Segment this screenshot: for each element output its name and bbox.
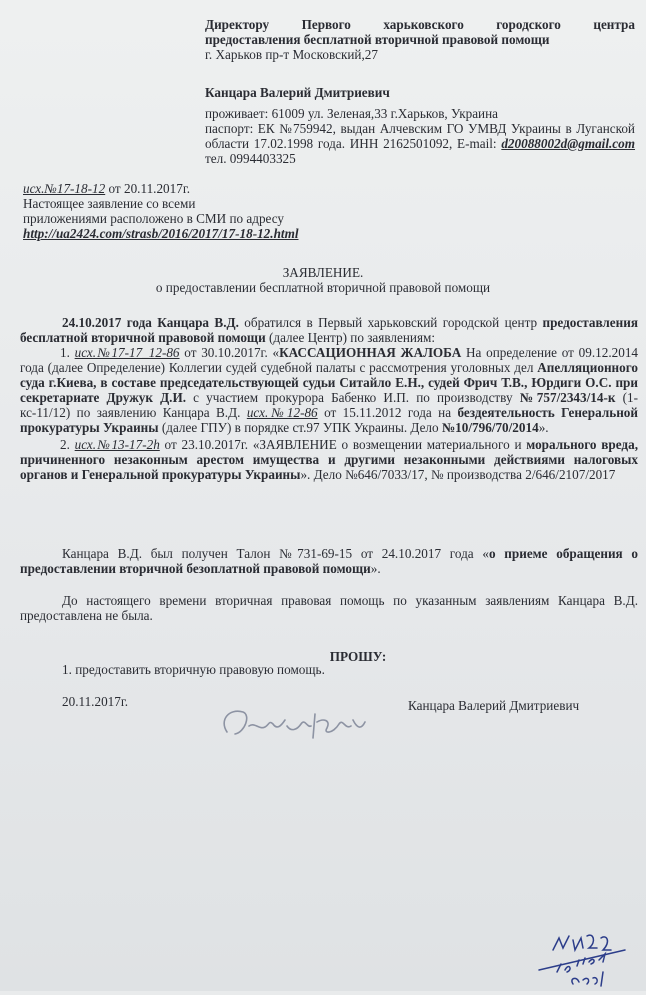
reference-url-link[interactable]: http://ua2424.com/strasb/2016/2017/17-18-12.html — [23, 226, 299, 241]
addressee-block — [205, 17, 635, 62]
addressee-line-3: г. Харьков пр-т Московский,27 — [205, 47, 378, 62]
sender-block — [205, 85, 635, 166]
list-item-2: 2. исх.№13-17-2h от 23.10.2017г. «ЗАЯВЛЕНИЕ о возмещении материального и морального вреда, причиненного незаконным арестом имущества и другими незаконными действиями налоговых органов и Генеральной прокуратуры Украины». Дело №646/7033/17, № производства 2/646/2107/2017 — [20, 437, 638, 482]
intro-paragraph: 24.10.2017 года Канцара В.Д. обратился в Первый харьковский городской центр предоставления бесплатной вторичной правовой помощи (далее Центр) по заявлениям: — [20, 315, 638, 345]
item1-reference: исх.№17-17_12-86 — [74, 345, 180, 360]
footer-signer-name: Канцара Валерий Дмитриевич — [408, 698, 580, 713]
sender-name: Канцара Валерий Дмитриевич — [205, 85, 390, 100]
addressee-line-2: предоставления бесплатной вторичной правовой помощи — [205, 32, 550, 47]
list-item-1: 1. исх.№17-17_12-86 от 30.10.2017г. «КАССАЦИОННАЯ ЖАЛОБА На определение от 09.12.2014 года (далее Определение) Коллегии судей судебной палаты с рассмотрения уголовных дел Апелляционного суда г.Киева, в составе председательствующей судьи Ситайло Е.Н., судей Фрич Т.В., Юрдиги О.С. при секретариате Дружук Д.И. с участием прокурора Бабенко И.П. по производству №757/2343/14-к (1-кс-11/12) по заявлению Канцара В.Д. исх.№12-86 от 15.11.2012 года на бездеятельность Генеральной прокуратуры Украины (далее ГПУ) в порядке ст.97 УПК Украины. Дело №10/796/70/2014». — [20, 345, 639, 435]
reference-block — [23, 181, 363, 241]
reference-number: исх.№17-18-12 — [23, 181, 106, 196]
reference-line-2: Настоящее заявление со всеми — [23, 196, 196, 211]
request-item: 1. предоставить вторичную правовую помощь. — [62, 662, 325, 677]
document-title — [0, 265, 646, 295]
handwritten-signature — [215, 700, 375, 750]
item2-reference: исх.№13-17-2h — [74, 437, 160, 452]
status-paragraph: До настоящего времени вторичная правовая помощь по указанным заявлениям Канцара В.Д. предоставлена не была. — [20, 593, 638, 623]
reference-number-line: исх.№17-18-12 от 20.11.2017г. — [23, 181, 191, 196]
stamp-handwriting-icon — [533, 920, 643, 990]
sender-residence: проживает: 61009 ул. Зеленая,33 г.Харьков, Украина — [205, 106, 499, 121]
addressee-line-1: Директору Первого харьковского городского центра — [205, 17, 635, 32]
talon-paragraph: Канцара В.Д. был получен Талон №731-69-15 от 24.10.2017 года «о приеме обращения о предоставлении вторичной безоплатной правовой помощи». — [20, 546, 638, 576]
footer-date: 20.11.2017г. — [62, 694, 129, 709]
title-main: ЗАЯВЛЕНИЕ. — [282, 265, 364, 280]
registration-stamp — [533, 920, 643, 990]
request-heading: ПРОШУ: — [329, 649, 387, 664]
reference-line-3: приложениями расположено в СМИ по адресу — [23, 211, 285, 226]
title-sub: о предоставлении бесплатной вторичной правовой помощи — [155, 280, 491, 295]
body-section — [20, 315, 638, 482]
sender-passport: паспорт: ЕК №759942, выдан Алчевским ГО УМВД Украины в Луганской области 17.02.1998 года. ИНН 2162501092, E-mail: d20088002d@gmail.com тел. 0994403325 — [205, 121, 636, 166]
sender-email-link[interactable]: d20088002d@gmail.com — [501, 136, 636, 151]
item1-reference-2: исх.№12-86 — [246, 405, 318, 420]
